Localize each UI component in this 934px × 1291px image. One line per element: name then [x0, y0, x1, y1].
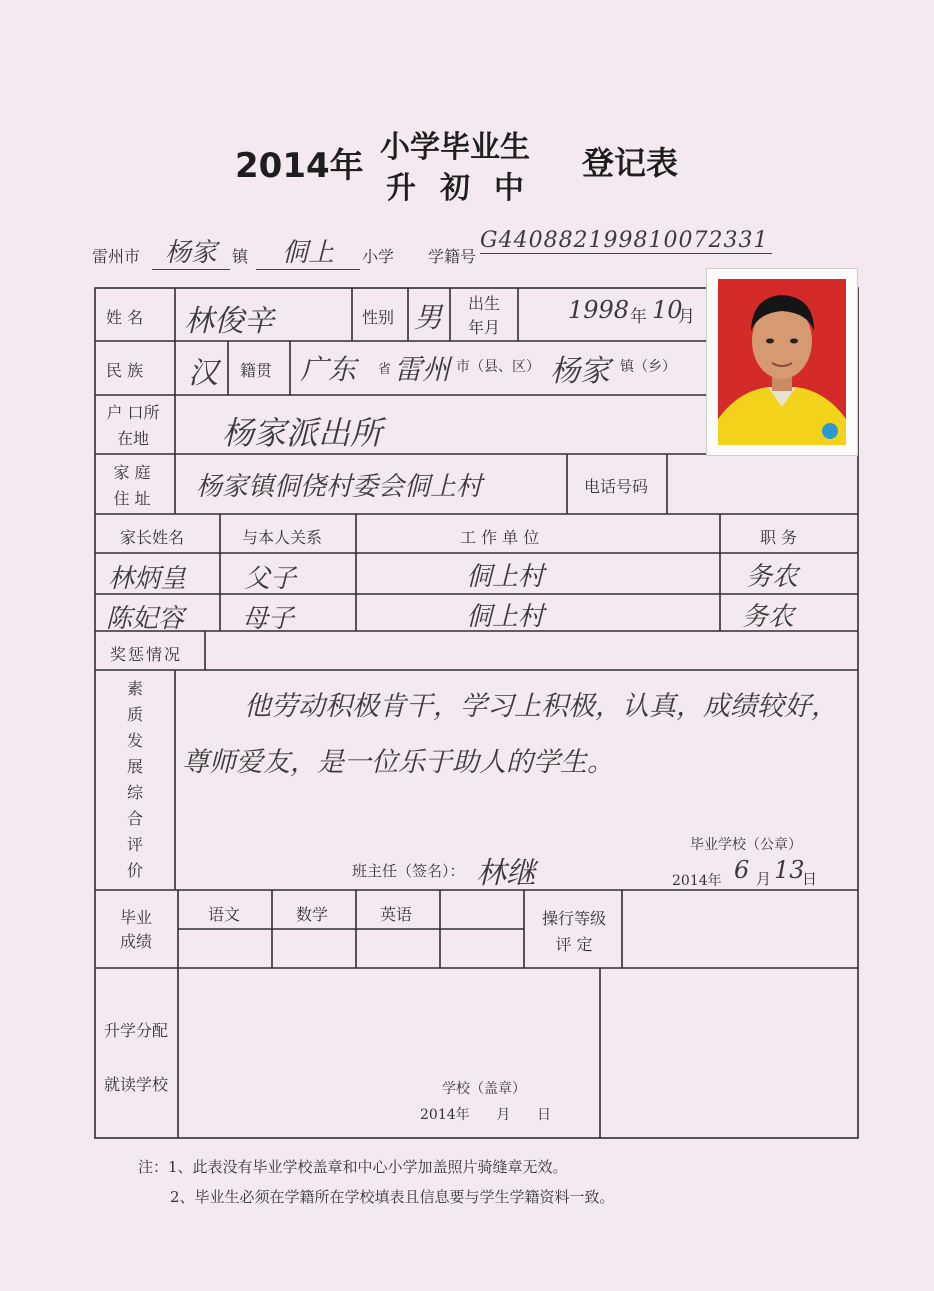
- awards-label: 奖惩情况: [110, 645, 183, 664]
- title-line1: 小学毕业生: [380, 130, 530, 165]
- parent-1-duty: 务农: [746, 562, 799, 592]
- ethnicity-value: 汉: [188, 356, 218, 391]
- city-label-2: 市（县、区）: [456, 359, 540, 375]
- chinese-header: 语文: [208, 905, 241, 924]
- town-value: 杨家: [152, 232, 230, 270]
- town-label-2: 镇（乡）: [620, 359, 676, 375]
- sign-day: 13: [774, 856, 805, 884]
- parent-2-duty: 务农: [742, 602, 795, 632]
- sign-date-year: 2014年: [672, 873, 722, 889]
- evaluation-label: 素质发展综合评价: [126, 679, 143, 880]
- sign-month: 6: [734, 856, 750, 884]
- gender-value: 男: [414, 301, 443, 334]
- parent-name-header: 家长姓名: [120, 528, 185, 547]
- parent-2-workplace: 侗上村: [466, 602, 545, 632]
- ethnicity-label: 民 族: [106, 361, 144, 380]
- town-unit: 镇: [232, 247, 249, 266]
- student-id-label: 学籍号: [428, 247, 477, 266]
- parent-1-workplace: 侗上村: [466, 562, 545, 592]
- household-label: 户 口所在地: [106, 403, 160, 448]
- native-label: 籍贯: [240, 361, 273, 380]
- name-value: 林俊辛: [184, 304, 274, 339]
- sign-month-unit: 月: [756, 870, 772, 888]
- assignment-label: 升学分配: [104, 1021, 169, 1040]
- gender-label: 性别: [362, 308, 395, 327]
- birth-month: 10: [652, 296, 683, 324]
- scores-label: 毕业成绩: [119, 908, 152, 951]
- name-label: 姓 名: [106, 308, 144, 327]
- conduct-label: 操行等级评 定: [541, 909, 606, 954]
- birth-label: 出生年月: [467, 294, 500, 337]
- province-value: 广东: [300, 353, 357, 386]
- birth-year: 1998: [568, 296, 630, 324]
- student-photo: [718, 279, 846, 445]
- sign-day-unit: 日: [802, 870, 818, 888]
- city-value: 雷州: [394, 353, 451, 386]
- attend-school-label: 就读学校: [104, 1075, 169, 1094]
- city-label: 雷州市: [92, 247, 141, 266]
- title-suffix: 登记表: [582, 144, 679, 182]
- phone-label: 电话号码: [584, 477, 649, 496]
- school-seal-label: 学校（盖章）: [442, 1081, 526, 1097]
- teacher-signature: 林继: [476, 856, 536, 891]
- province-label: 省: [378, 362, 392, 377]
- note-2: 2、毕业生必须在学籍所在学校填表且信息要与学生学籍资料一致。: [170, 1188, 615, 1206]
- school-value: 侗上: [256, 232, 360, 270]
- grad-school-seal: 毕业学校（公章）: [690, 837, 802, 853]
- evaluation-line2: 尊师爱友，是一位乐于助人的学生。: [182, 747, 614, 778]
- parent-2-name: 陈妃容: [106, 604, 185, 634]
- english-header: 英语: [380, 905, 413, 924]
- bottom-date: 2014年 月 日: [420, 1107, 552, 1123]
- parent-2-relation: 母子: [242, 604, 295, 634]
- birth-month-unit: 月: [678, 307, 695, 327]
- duty-header: 职 务: [760, 528, 798, 547]
- town-value-2: 杨家: [550, 354, 610, 389]
- household-value: 杨家派出所: [222, 414, 383, 452]
- school-unit: 小学: [362, 247, 395, 266]
- math-header: 数学: [296, 905, 329, 924]
- birth-year-unit: 年: [630, 307, 647, 327]
- parent-1-relation: 父子: [244, 564, 297, 594]
- parent-1-name: 林炳皇: [108, 564, 187, 594]
- note-1: 注：1、此表没有毕业学校盖章和中心小学加盖照片骑缝章无效。: [138, 1158, 568, 1176]
- relation-header: 与本人关系: [242, 528, 323, 547]
- title-line2: 升初中: [386, 171, 548, 206]
- title-year: 2014年: [235, 146, 364, 186]
- evaluation-line1: 他劳动积极肯干，学习上积极，认真，成绩较好，: [244, 691, 838, 722]
- address-label: 家 庭住 址: [113, 463, 151, 508]
- workplace-header: 工 作 单 位: [460, 528, 540, 547]
- student-id-value: G440882199810072331: [480, 228, 772, 254]
- address-value: 杨家镇侗侥村委会侗上村: [196, 472, 483, 502]
- teacher-sign-label: 班主任（签名）：: [352, 862, 465, 880]
